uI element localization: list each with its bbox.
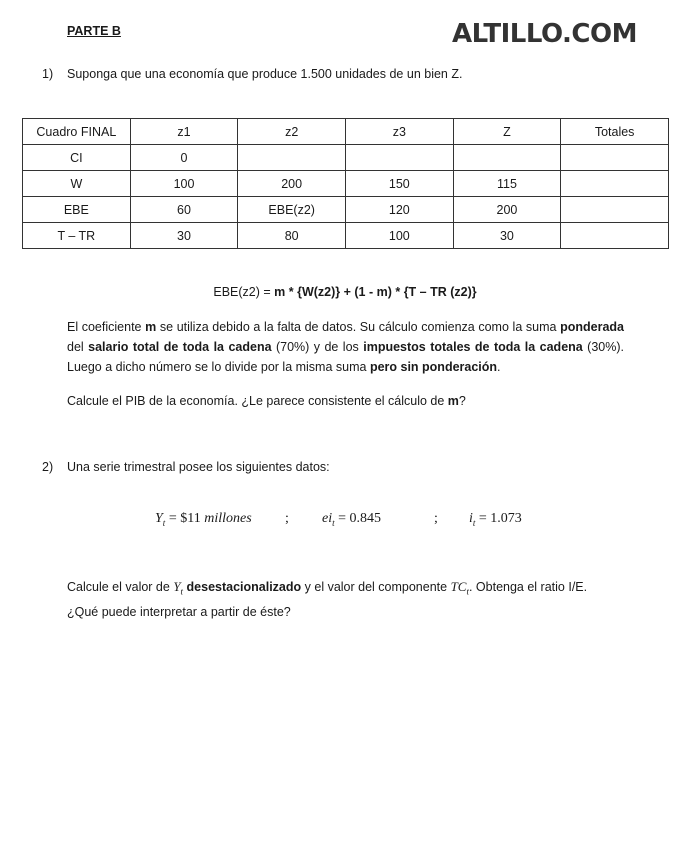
site-logo: ALTILLO.COM <box>452 19 637 49</box>
question-1-number: 1) <box>42 67 54 81</box>
math-symbol: TC <box>450 579 467 594</box>
cuadro-final-table <box>22 118 669 249</box>
table-header-row <box>23 119 669 145</box>
paragraph-text: (30%). Luego a dicho número se lo divide por la misma suma <box>67 340 624 374</box>
math-subscript: t <box>162 517 166 528</box>
question-1-text: Suponga que una economía que produce 1.500 unidades de un bien Z. <box>67 67 463 81</box>
question-2-number: 2) <box>42 460 54 474</box>
table-cell: 60 <box>130 197 238 223</box>
math-subscript: t <box>472 517 476 528</box>
prompt-text: y el valor del componente <box>301 580 451 594</box>
paragraph-bold: ponderada <box>560 320 624 334</box>
coefficient-paragraph <box>67 317 624 377</box>
math-subscript: t <box>180 586 184 597</box>
math-value: = $11 <box>165 511 205 526</box>
paragraph-text: El coeficiente <box>67 320 146 334</box>
formula-rhs: m * {W(z2)} + (1 - m) * {T – TR (z2)} <box>274 285 477 299</box>
table-cell: W <box>23 171 131 197</box>
table-cell: EBE <box>23 197 131 223</box>
table-cell: 200 <box>238 171 346 197</box>
table-header-cell: Z <box>453 119 561 145</box>
paragraph-text: se utiliza debido a la falta de datos. Su cálculo comienza como la suma <box>156 320 561 334</box>
table-cell: 150 <box>346 171 454 197</box>
math-unit: millones <box>204 511 252 526</box>
section-heading: PARTE B <box>67 24 121 38</box>
table-cell: 80 <box>238 223 346 249</box>
prompt-bold: desestacionalizado <box>183 580 302 594</box>
paragraph-text: (70%) y de los <box>271 340 364 354</box>
table-cell: 100 <box>130 171 238 197</box>
table-cell: EBE(z2) <box>238 197 346 223</box>
table-cell <box>346 145 454 171</box>
i-value-expression <box>469 511 522 528</box>
table-cell: CI <box>23 145 131 171</box>
table-cell: 0 <box>130 145 238 171</box>
table-cell: 30 <box>453 223 561 249</box>
paragraph-text: del <box>67 340 89 354</box>
ei-value-expression <box>322 511 381 528</box>
table-cell: 120 <box>346 197 454 223</box>
table-row <box>23 145 669 171</box>
table-cell <box>238 145 346 171</box>
table-cell <box>561 145 669 171</box>
prompt-text: Calcule el PIB de la economía. ¿Le parece consistente el cálculo de <box>67 394 448 408</box>
table-cell: 100 <box>346 223 454 249</box>
paragraph-text: . <box>497 360 501 374</box>
prompt-text: ¿Qué puede interpretar a partir de éste? <box>67 604 291 619</box>
table-cell <box>561 171 669 197</box>
table-cell <box>561 197 669 223</box>
ebe-formula <box>0 285 690 299</box>
table-row <box>23 223 669 249</box>
paragraph-bold: pero sin ponderación <box>369 360 498 374</box>
prompt-text: . Obtenga el ratio I/E. <box>468 580 588 594</box>
prompt-text: ? <box>458 394 466 408</box>
table-cell: 30 <box>130 223 238 249</box>
table-header-cell: Cuadro FINAL <box>23 119 131 145</box>
math-value: = 0.845 <box>334 511 382 526</box>
prompt-text: Calcule el valor de <box>67 580 174 594</box>
table-cell <box>453 145 561 171</box>
paragraph-bold: impuestos totales de toda la cadena <box>363 340 583 354</box>
math-symbol: i <box>469 511 473 526</box>
question-2-prompt <box>67 577 647 622</box>
table-cell: 115 <box>453 171 561 197</box>
prompt-bold: m <box>447 394 459 408</box>
math-value: = 1.073 <box>475 511 522 526</box>
table-row <box>23 171 669 197</box>
math-symbol: Y <box>173 579 181 594</box>
paragraph-bold: m <box>145 320 157 334</box>
table-row <box>23 197 669 223</box>
table-header-cell: Totales <box>561 119 669 145</box>
paragraph-bold: salario total de toda la cadena <box>88 340 272 354</box>
math-subscript: t <box>332 517 335 528</box>
table-cell: T – TR <box>23 223 131 249</box>
math-subscript: t <box>466 586 469 597</box>
math-symbol: ei <box>322 511 333 526</box>
table-cell <box>561 223 669 249</box>
question-2-text: Una serie trimestral posee los siguientes datos: <box>67 460 330 474</box>
table-header-cell: z2 <box>238 119 346 145</box>
formula-lhs: EBE(z2) = <box>213 285 271 299</box>
table-header-cell: z3 <box>346 119 454 145</box>
table-header-cell: z1 <box>130 119 238 145</box>
math-symbol: Y <box>155 511 163 526</box>
y-value-expression <box>155 511 252 528</box>
table-cell: 200 <box>453 197 561 223</box>
separator: ; <box>434 511 438 526</box>
separator: ; <box>285 511 289 526</box>
question-1-prompt <box>67 394 466 408</box>
